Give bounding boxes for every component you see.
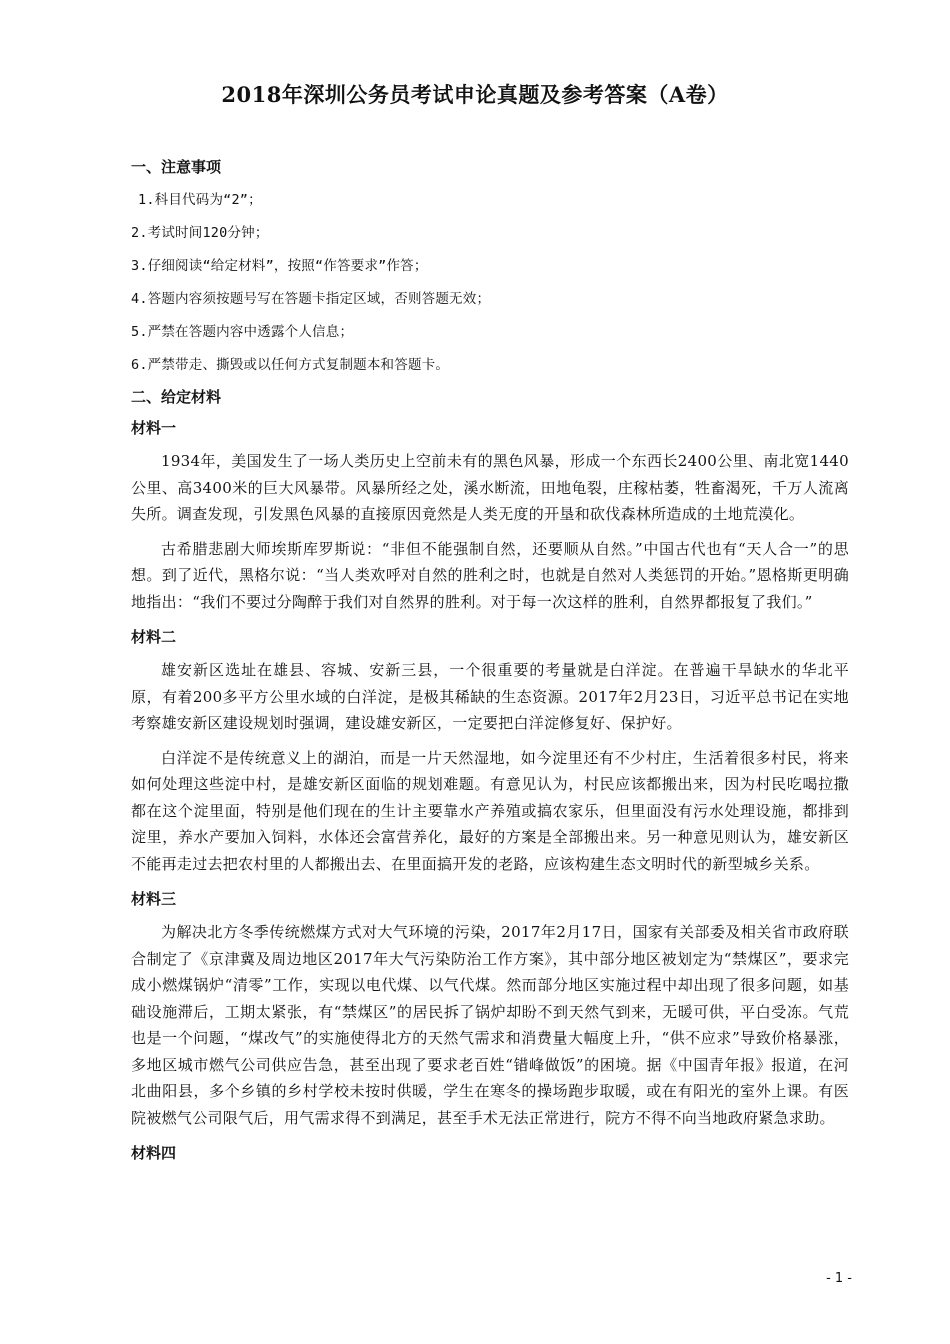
material-paragraph: 1934年，美国发生了一场人类历史上空前未有的黑色风暴，形成一个东西长2400公里、南北宽1440公里、高3400米的巨大风暴带。风暴所经之处，溪水断流，田地龟裂，庄稼枯萎，牲畜渴死，千万人流离失所。调查发现，引发黑色风暴的直接原因竟然是人类无度的开垦和砍伐森林所造成的土地荒漠化。 bbox=[131, 452, 849, 523]
material-heading: 材料四 bbox=[131, 1144, 177, 1162]
document-body bbox=[131, 152, 849, 1173]
page-number: - 1 - bbox=[826, 1271, 852, 1286]
notice-list bbox=[131, 184, 849, 382]
notice-item: 1.科目代码为“2”； bbox=[138, 192, 262, 208]
notice-item: 3.仔细阅读“给定材料”，按照“作答要求”作答； bbox=[131, 258, 428, 274]
notice-item: 4.答题内容须按题号写在答题卡指定区域，否则答题无效； bbox=[131, 291, 491, 307]
material-paragraph: 为解决北方冬季传统燃煤方式对大气环境的污染，2017年2月17日，国家有关部委及相关省市政府联合制定了《京津冀及周边地区2017年大气污染防治工作方案》，其中部分地区被划定为“禁煤区”，要求完成小燃煤锅炉“清零”工作，实现以电代煤、以气代煤。然而部分地区实施过程中却出现了很多问题，如基础设施滞后，工期太紧张，有“禁煤区”的居民拆了锅炉却盼不到天然气到来，无暖可供，平白受冻。气荒也是一个问题，“煤改气”的实施使得北方的天然气需求和消费量大幅度上升，“供不应求”导致价格暴涨，多地区城市燃气公司供应告急，甚至出现了要求老百姓“错峰做饭”的困境。据《中国青年报》报道，在河北曲阳县，多个乡镇的乡村学校未按时供暖，学生在寒冬的操场跑步取暖，或在有阳光的室外上课。有医院被燃气公司限气后，用气需求得不到满足，甚至手术无法正常进行，院方不得不向当地政府紧急求助。 bbox=[131, 923, 849, 1127]
material-heading: 材料一 bbox=[131, 419, 177, 437]
document-title: 2018年深圳公务员考试申论真题及参考答案（A卷） bbox=[221, 82, 729, 107]
material-paragraph: 雄安新区选址在雄县、容城、安新三县，一个很重要的考量就是白洋淀。在普遍干旱缺水的华北平原，有着200多平方公里水域的白洋淀，是极其稀缺的生态资源。2017年2月23日，习近平总书记在实地考察雄安新区建设规划时强调，建设雄安新区，一定要把白洋淀修复好、保护好。 bbox=[131, 661, 849, 732]
notice-item: 2.考试时间120分钟； bbox=[131, 225, 269, 241]
section-heading-materials: 二、给定材料 bbox=[131, 388, 222, 406]
material-heading: 材料二 bbox=[131, 628, 177, 646]
notice-item: 5.严禁在答题内容中透露个人信息； bbox=[131, 324, 354, 340]
notice-item: 6.严禁带走、撕毁或以任何方式复制题本和答题卡。 bbox=[131, 357, 450, 373]
material-paragraph: 古希腊悲剧大师埃斯库罗斯说：“非但不能强制自然，还要顺从自然。”中国古代也有“天人合一”的思想。到了近代，黑格尔说：“当人类欢呼对自然的胜利之时，也就是自然对人类惩罚的开始。”恩格斯更明确地指出：“我们不要过分陶醉于我们对自然界的胜利。对于每一次这样的胜利，自然界都报复了我们。” bbox=[131, 539, 849, 611]
material-heading: 材料三 bbox=[131, 890, 177, 908]
material-paragraph: 白洋淀不是传统意义上的湖泊，而是一片天然湿地，如今淀里还有不少村庄，生活着很多村民，将来如何处理这些淀中村，是雄安新区面临的规划难题。有意见认为，村民应该都搬出来，因为村民吃喝拉撒都在这个淀里面，特别是他们现在的生计主要靠水产养殖或搞农家乐，但里面没有污水处理设施，都排到淀里，养水产要加入饲料，水体还会富营养化，最好的方案是全部搬出来。另一种意见则认为，雄安新区不能再走过去把农村里的人都搬出去、在里面搞开发的老路，应该构建生态文明时代的新型城乡关系。 bbox=[131, 748, 849, 873]
section-heading-notice: 一、注意事项 bbox=[131, 158, 222, 176]
